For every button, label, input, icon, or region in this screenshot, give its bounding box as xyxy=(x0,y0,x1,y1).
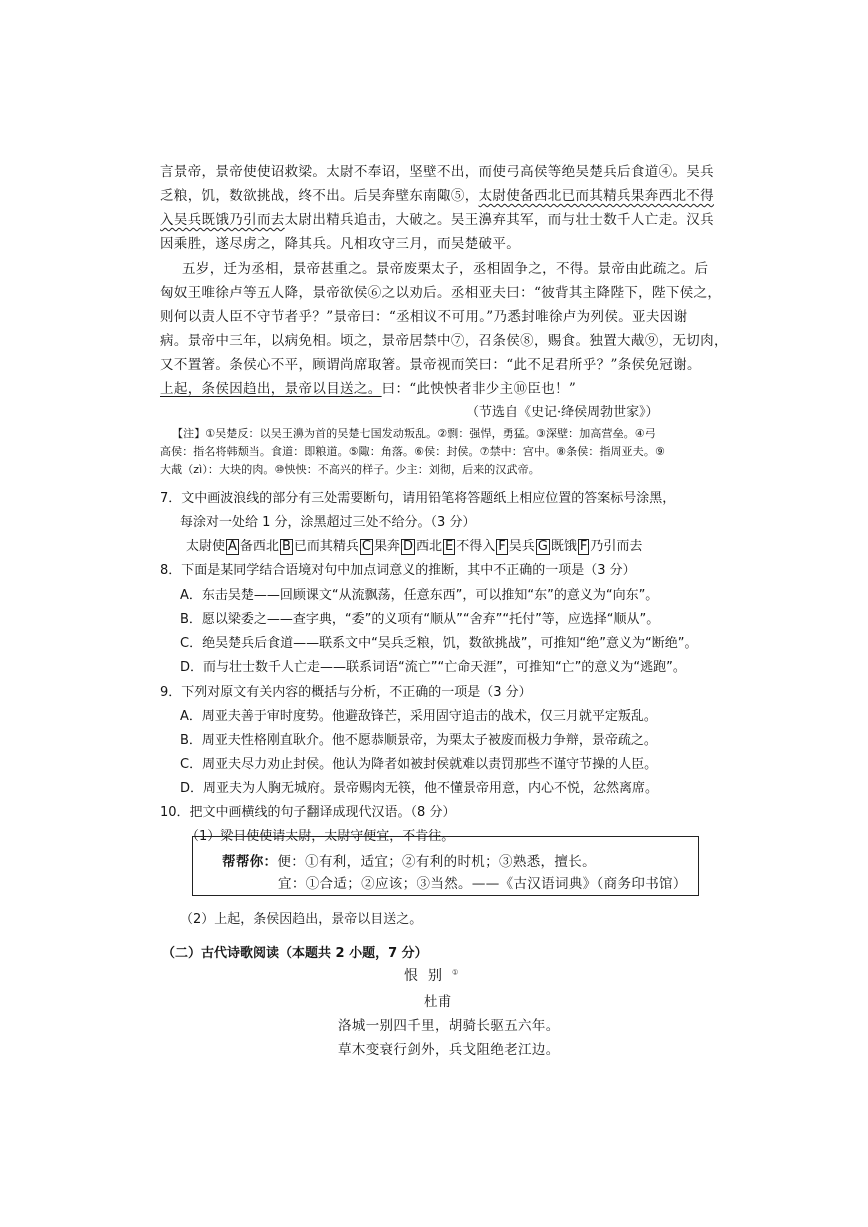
question-7-stem-2: 每涂对一处给 1 分，涂黑超过三处不给分。（3 分） xyxy=(180,515,476,530)
question-9-option-c[interactable]: C．周亚夫尽力劝止封侯。他认为降者如被封侯就难以责罚那些不谨守节操的人臣。 xyxy=(180,757,658,772)
notes-line-2: 高侯：指名将韩颓当。食道：即粮道。⑤陬：角落。⑥侯：封侯。⑦禁中：宫中。⑧条侯：指周亚夫。⑨ xyxy=(160,445,665,458)
question-7-stem-1: 7．文中画波浪线的部分有三处需要断句，请用铅笔将答题纸上相应位置的答案标号涂黑， xyxy=(160,491,676,506)
segment: 吴兵 xyxy=(508,539,535,554)
passage-line-2 xyxy=(160,184,714,204)
passage-line-6: 匈奴王唯徐卢等五人降，景帝欲侯⑥之以劝后。丞相亚夫曰：“彼背其主降陛下，陛下侯之， xyxy=(160,285,722,301)
passage-line-2-text: 乏粮，饥，数欲挑战，终不出。后吴奔壁东南陬⑤， xyxy=(160,188,479,204)
poem-title-note-mark: ① xyxy=(452,968,469,977)
question-10-stem: 10．把文中画横线的句子翻译成现代汉语。（8 分） xyxy=(160,805,456,820)
passage-line-8: 病。景帝中三年，以病免相。顷之，景帝居禁中⑦，召条侯⑧，赐食。独置大胾⑨，无切肉， xyxy=(160,333,728,349)
question-7-segments xyxy=(186,535,642,555)
notes-line-1: 【注】①吴楚反：以吴王濞为首的吴楚七国发动叛乱。②剽：强悍，勇猛。③深壁：加高营垒。④弓 xyxy=(172,427,656,440)
break-label-b[interactable]: B xyxy=(281,539,291,554)
poem-title xyxy=(404,965,468,985)
passage-source: （节选自《史记·绛侯周勃世家》） xyxy=(466,405,659,420)
question-8-option-d[interactable]: D．而与壮士数千人亡走——联系词语“流亡”“亡命天涯”，可推知“亡”的意义为“逃跑”。 xyxy=(180,660,686,675)
question-10-sentence-2: （2）上起，条侯因趋出，景帝以目送之。 xyxy=(180,912,423,927)
help-line-1 xyxy=(222,850,596,870)
question-8-stem: 8．下面是某同学结合语境对句中加点词意义的推断，其中不正确的一项是（3 分） xyxy=(160,563,636,578)
wavy-underlined-text-2: 入吴兵既饿乃引而去 xyxy=(160,212,285,228)
passage-line-5: 五岁，迁为丞相，景帝甚重之。景帝废栗太子，丞相固争之，不得。景帝由此疏之。后 xyxy=(182,261,709,277)
break-label-f[interactable]: F xyxy=(498,539,506,554)
passage-line-4: 因乘胜，遂尽虏之，降其兵。凡相攻守三月，而吴楚破平。 xyxy=(160,236,521,252)
segment: 果奔 xyxy=(373,539,400,554)
poem-line-1: 洛城一别四千里，胡骑长驱五六年。 xyxy=(338,1018,560,1034)
question-8-option-a[interactable]: A．东击吴楚——回顾课文“从流飘荡，任意东西”，可以推知“东”的意义为“向东”。 xyxy=(180,588,659,603)
break-label-a[interactable]: A xyxy=(228,539,237,554)
question-10-sentence-1: （1）梁日使使请太尉，太尉守便宜，不肯往。 xyxy=(186,829,455,844)
segment: 不得入 xyxy=(456,539,496,554)
question-8-option-b[interactable]: B．愿以梁委之——查字典，“委”的义项有“顺从”“舍弃”“托付”等，应选择“顺从”。 xyxy=(180,612,660,627)
passage-line-3-text: 太尉出精兵追击，大破之。吴王濞弃其军，而与壮士数千人亡走。汉兵 xyxy=(284,212,715,228)
question-9-option-b[interactable]: B．周亚夫性格刚直耿介。他不愿恭顺景帝，为栗太子被废而极力争辩，景帝疏之。 xyxy=(180,733,657,748)
poem-author: 杜甫 xyxy=(424,994,452,1010)
break-label-d[interactable]: D xyxy=(402,539,413,554)
poem-title-text: 恨别 xyxy=(404,968,452,984)
passage-line-10 xyxy=(160,377,576,397)
section-2-heading: （二）古代诗歌阅读（本题共 2 小题，7 分） xyxy=(162,946,428,961)
passage-line-10-text: 曰：“此怏怏者非少主⑩臣也！” xyxy=(381,381,577,397)
break-label-g[interactable]: G xyxy=(537,539,548,554)
break-label-f2[interactable]: F xyxy=(579,539,588,554)
break-label-e[interactable]: E xyxy=(445,539,454,554)
question-9-stem: 9．下列对原文有关内容的概括与分析，不正确的一项是（3 分） xyxy=(160,685,532,700)
wavy-underlined-text-1: 太尉使备西北已而其精兵果奔西北不得 xyxy=(478,188,715,204)
question-9-option-a[interactable]: A．周亚夫善于审时度势。他避敌锋芒，采用固守追击的战术，仅三月就平定叛乱。 xyxy=(180,709,657,724)
poem-line-2: 草木变衰行剑外，兵戈阻绝老江边。 xyxy=(338,1042,560,1058)
segment: 乃引而去 xyxy=(590,539,643,554)
help-definition-bian: 便：①有利，适宜；②有利的时机；③熟悉，擅长。 xyxy=(277,854,596,870)
help-label: 帮帮你： xyxy=(222,854,278,870)
break-label-c[interactable]: C xyxy=(361,539,371,554)
passage-line-9: 又不置箸。条侯心不平，顾谓尚席取箸。景帝视而笑曰：“此不足君所乎？”条侯免冠谢。 xyxy=(160,357,701,373)
segment: 西北 xyxy=(415,539,442,554)
segment: 既饿 xyxy=(550,539,577,554)
passage-line-3 xyxy=(160,208,714,228)
segment: 太尉使 xyxy=(186,539,226,554)
underlined-sentence: 上起，条侯因趋出，景帝以目送之。 xyxy=(160,381,382,397)
notes-line-3: 大胾（zì）：大块的肉。⑩怏怏：不高兴的样子。少主：刘彻，后来的汉武帝。 xyxy=(160,463,540,476)
help-definition-yi: 宜：①合适；②应该；③当然。——《古汉语词典》（商务印书馆） xyxy=(278,876,687,892)
segment: 已而其精兵 xyxy=(293,539,359,554)
passage-line-7: 则何以责人臣不守节者乎？”景帝曰：“丞相议不可用。”乃悉封唯徐卢为列侯。亚夫因谢 xyxy=(160,309,688,325)
question-9-option-d[interactable]: D．周亚夫为人胸无城府。景帝赐肉无筷，他不懂景帝用意，内心不悦，忿然离席。 xyxy=(180,781,659,796)
segment: 备西北 xyxy=(239,539,279,554)
question-8-option-c[interactable]: C．绝吴楚兵后食道——联系文中“吴兵乏粮，饥，数欲挑战”，可推知“绝”意义为“断绝”。 xyxy=(180,636,698,651)
passage-line-1: 言景帝，景帝使使诏救梁。太尉不奉诏，坚壁不出，而使弓高侯等绝吴楚兵后食道④。吴兵 xyxy=(160,164,714,180)
